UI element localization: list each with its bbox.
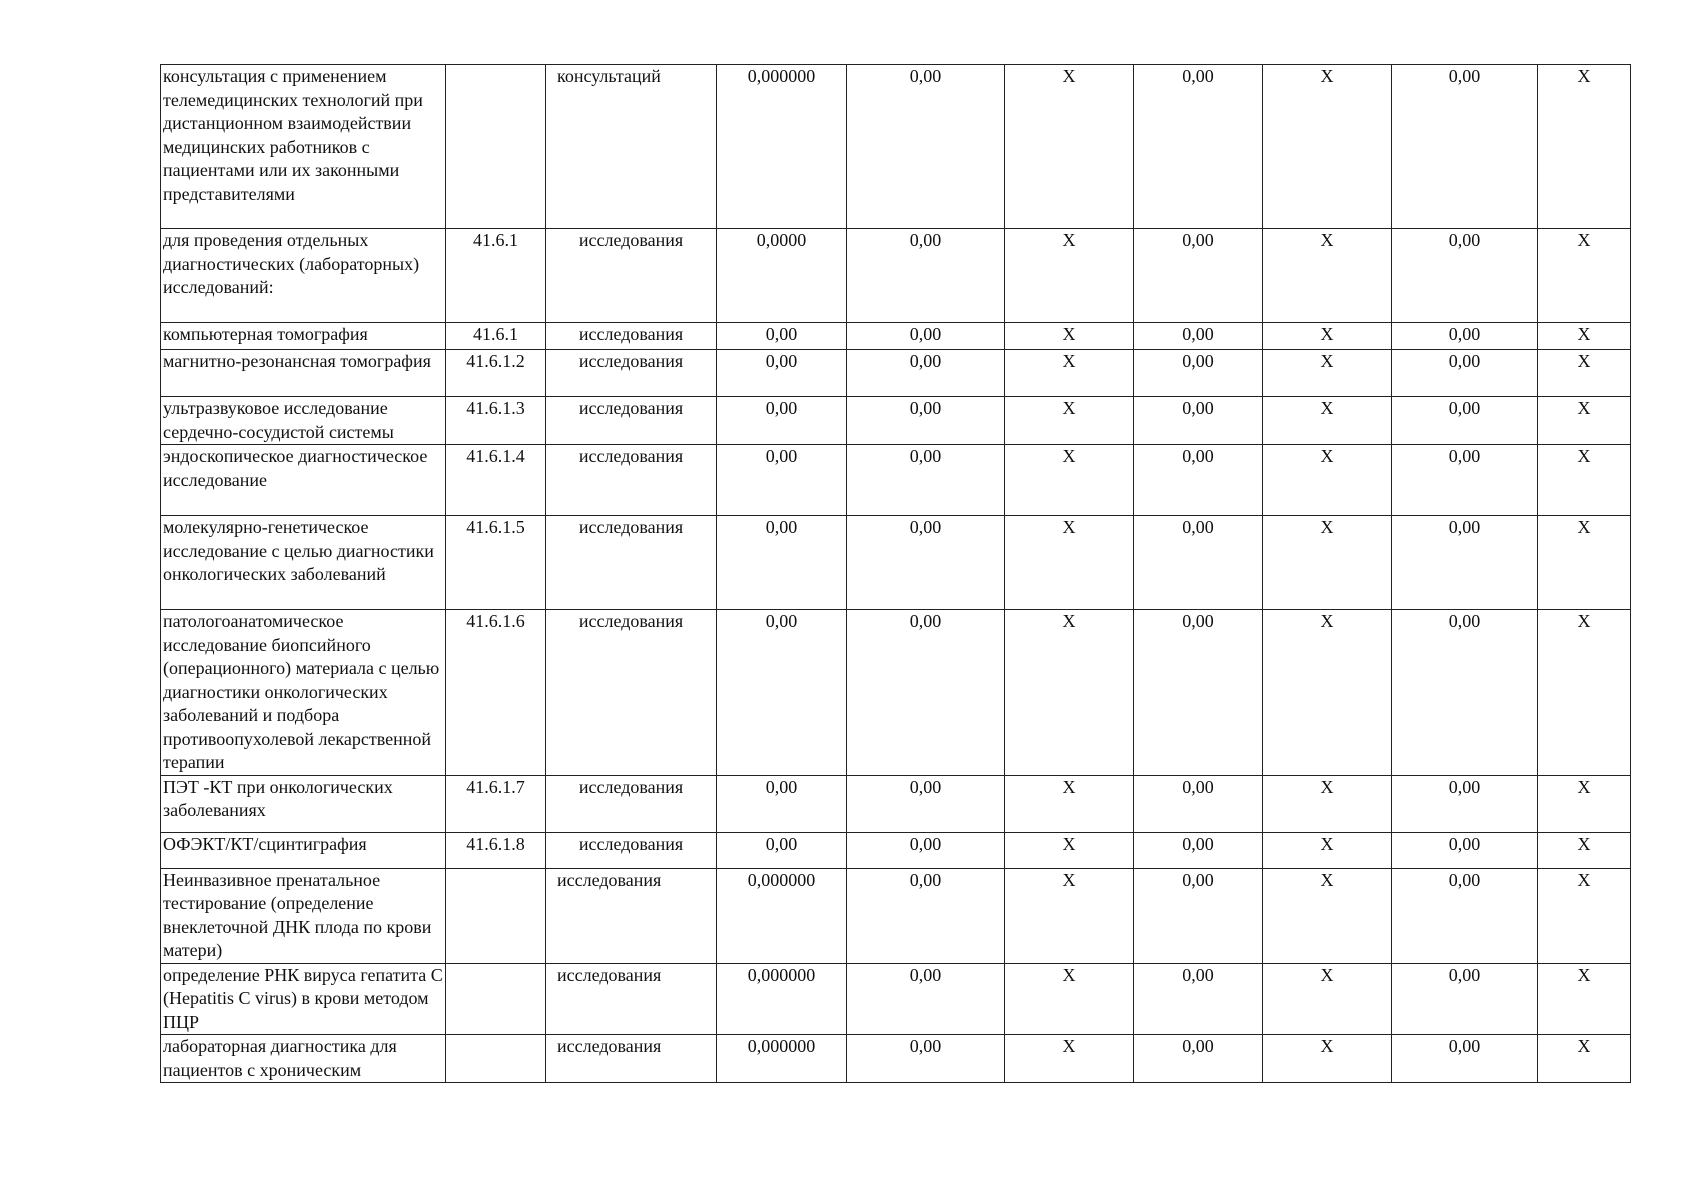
row-code-cell: 41.6.1 [446,229,546,323]
row-unit-cell: исследования [546,323,717,350]
row-code-cell: 41.6.1.5 [446,516,546,610]
row-value-4-cell: 0,00 [1392,229,1538,323]
row-value-1-cell: 0,00 [717,832,847,868]
row-x-3-cell: X [1538,775,1631,832]
row-name-cell: патологоанатомическое исследование биопсийного (операционного) материала с целью диагностики онкологических заболеваний и подбора противоопухолевой лекарственной терапии [161,610,446,776]
row-value-3-cell: 0,00 [1134,610,1263,776]
row-value-4-cell: 0,00 [1392,397,1538,445]
row-code-cell: 41.6.1.7 [446,775,546,832]
row-unit-cell: консультаций [546,65,717,229]
row-value-2-cell: 0,00 [847,350,1005,397]
row-value-2-cell: 0,00 [847,963,1005,1035]
row-x-2-cell: X [1263,229,1392,323]
row-x-1-cell: X [1005,445,1134,516]
row-code-cell [446,1035,546,1083]
row-x-1-cell: X [1005,868,1134,963]
row-x-3-cell: X [1538,229,1631,323]
row-unit-cell: исследования [546,445,717,516]
table-row [161,65,1631,229]
row-value-4-cell: 0,00 [1392,350,1538,397]
row-code-cell [446,963,546,1035]
row-code-cell: 41.6.1.2 [446,350,546,397]
row-unit-cell: исследования [546,229,717,323]
row-code-cell: 41.6.1.8 [446,832,546,868]
row-value-4-cell: 0,00 [1392,832,1538,868]
row-value-3-cell: 0,00 [1134,65,1263,229]
row-x-1-cell: X [1005,963,1134,1035]
row-unit-cell: исследования [546,963,717,1035]
row-x-3-cell: X [1538,832,1631,868]
row-name-cell: Неинвазивное пренатальное тестирование (определение внеклеточной ДНК плода по крови матери) [161,868,446,963]
row-value-4-cell: 0,00 [1392,516,1538,610]
row-x-1-cell: X [1005,323,1134,350]
row-value-2-cell: 0,00 [847,610,1005,776]
row-value-1-cell: 0,000000 [717,65,847,229]
row-value-2-cell: 0,00 [847,445,1005,516]
row-x-2-cell: X [1263,868,1392,963]
row-value-4-cell: 0,00 [1392,775,1538,832]
row-code-cell [446,868,546,963]
row-value-2-cell: 0,00 [847,229,1005,323]
row-name-cell: ПЭТ -КТ при онкологических заболеваниях [161,775,446,832]
row-name-cell: магнитно-резонансная томография [161,350,446,397]
row-name-cell: лабораторная диагностика для пациентов с хроническим [161,1035,446,1083]
row-x-3-cell: X [1538,868,1631,963]
row-value-2-cell: 0,00 [847,1035,1005,1083]
row-value-3-cell: 0,00 [1134,516,1263,610]
row-value-1-cell: 0,000000 [717,868,847,963]
table-row [161,963,1631,1035]
row-x-2-cell: X [1263,445,1392,516]
row-value-3-cell: 0,00 [1134,963,1263,1035]
row-x-2-cell: X [1263,832,1392,868]
row-name-cell: компьютерная томография [161,323,446,350]
row-x-1-cell: X [1005,1035,1134,1083]
row-x-3-cell: X [1538,65,1631,229]
row-x-3-cell: X [1538,963,1631,1035]
tariff-table [160,64,1631,1083]
row-value-3-cell: 0,00 [1134,832,1263,868]
table-row [161,516,1631,610]
row-value-1-cell: 0,00 [717,397,847,445]
row-x-2-cell: X [1263,65,1392,229]
row-value-1-cell: 0,00 [717,350,847,397]
row-name-cell: молекулярно-генетическое исследование с целью диагностики онкологических заболеваний [161,516,446,610]
row-x-3-cell: X [1538,397,1631,445]
row-x-2-cell: X [1263,610,1392,776]
row-x-1-cell: X [1005,65,1134,229]
row-name-cell: ОФЭКТ/КТ/сцинтиграфия [161,832,446,868]
row-value-1-cell: 0,00 [717,610,847,776]
row-value-2-cell: 0,00 [847,832,1005,868]
row-x-1-cell: X [1005,350,1134,397]
table-row [161,323,1631,350]
row-x-1-cell: X [1005,229,1134,323]
row-value-2-cell: 0,00 [847,65,1005,229]
table-row [161,775,1631,832]
row-name-cell: эндоскопическое диагностическое исследование [161,445,446,516]
row-value-1-cell: 0,000000 [717,1035,847,1083]
row-code-cell [446,65,546,229]
row-value-4-cell: 0,00 [1392,963,1538,1035]
table-row [161,350,1631,397]
row-value-3-cell: 0,00 [1134,445,1263,516]
row-value-1-cell: 0,00 [717,323,847,350]
row-x-3-cell: X [1538,516,1631,610]
row-value-3-cell: 0,00 [1134,229,1263,323]
row-value-4-cell: 0,00 [1392,610,1538,776]
row-value-4-cell: 0,00 [1392,445,1538,516]
row-value-1-cell: 0,00 [717,445,847,516]
row-value-2-cell: 0,00 [847,868,1005,963]
row-unit-cell: исследования [546,397,717,445]
row-code-cell: 41.6.1.6 [446,610,546,776]
table-row [161,832,1631,868]
row-x-3-cell: X [1538,610,1631,776]
row-name-cell: для проведения отдельных диагностических (лабораторных) исследований: [161,229,446,323]
row-value-4-cell: 0,00 [1392,323,1538,350]
row-unit-cell: исследования [546,1035,717,1083]
row-x-1-cell: X [1005,775,1134,832]
row-name-cell: определение РНК вируса гепатита С (Hepatitis C virus) в крови методом ПЦР [161,963,446,1035]
row-code-cell: 41.6.1.4 [446,445,546,516]
row-value-3-cell: 0,00 [1134,397,1263,445]
row-value-3-cell: 0,00 [1134,323,1263,350]
row-value-4-cell: 0,00 [1392,1035,1538,1083]
row-x-1-cell: X [1005,397,1134,445]
row-x-3-cell: X [1538,323,1631,350]
row-name-cell: консультация с применением телемедицинских технологий при дистанционном взаимодействии медицинских работников с пациентами или их законными представителями [161,65,446,229]
row-unit-cell: исследования [546,775,717,832]
row-value-2-cell: 0,00 [847,775,1005,832]
row-value-2-cell: 0,00 [847,323,1005,350]
row-x-2-cell: X [1263,775,1392,832]
row-value-1-cell: 0,00 [717,775,847,832]
row-x-2-cell: X [1263,323,1392,350]
row-value-4-cell: 0,00 [1392,65,1538,229]
row-value-1-cell: 0,000000 [717,963,847,1035]
row-value-3-cell: 0,00 [1134,1035,1263,1083]
row-x-2-cell: X [1263,516,1392,610]
row-unit-cell: исследования [546,610,717,776]
row-x-2-cell: X [1263,397,1392,445]
table-row [161,445,1631,516]
row-value-4-cell: 0,00 [1392,868,1538,963]
row-x-2-cell: X [1263,963,1392,1035]
table-row [161,868,1631,963]
row-code-cell: 41.6.1 [446,323,546,350]
table-row [161,397,1631,445]
row-unit-cell: исследования [546,516,717,610]
row-x-1-cell: X [1005,516,1134,610]
row-value-3-cell: 0,00 [1134,868,1263,963]
row-unit-cell: исследования [546,868,717,963]
row-value-3-cell: 0,00 [1134,775,1263,832]
row-name-cell: ультразвуковое исследование сердечно-сосудистой системы [161,397,446,445]
row-x-2-cell: X [1263,350,1392,397]
row-code-cell: 41.6.1.3 [446,397,546,445]
table-row [161,610,1631,776]
row-x-1-cell: X [1005,832,1134,868]
row-x-3-cell: X [1538,350,1631,397]
table-row [161,1035,1631,1083]
row-x-1-cell: X [1005,610,1134,776]
row-x-3-cell: X [1538,445,1631,516]
row-value-2-cell: 0,00 [847,397,1005,445]
row-unit-cell: исследования [546,832,717,868]
row-value-1-cell: 0,0000 [717,229,847,323]
row-x-2-cell: X [1263,1035,1392,1083]
row-unit-cell: исследования [546,350,717,397]
row-value-1-cell: 0,00 [717,516,847,610]
row-x-3-cell: X [1538,1035,1631,1083]
row-value-3-cell: 0,00 [1134,350,1263,397]
row-value-2-cell: 0,00 [847,516,1005,610]
table-row [161,229,1631,323]
